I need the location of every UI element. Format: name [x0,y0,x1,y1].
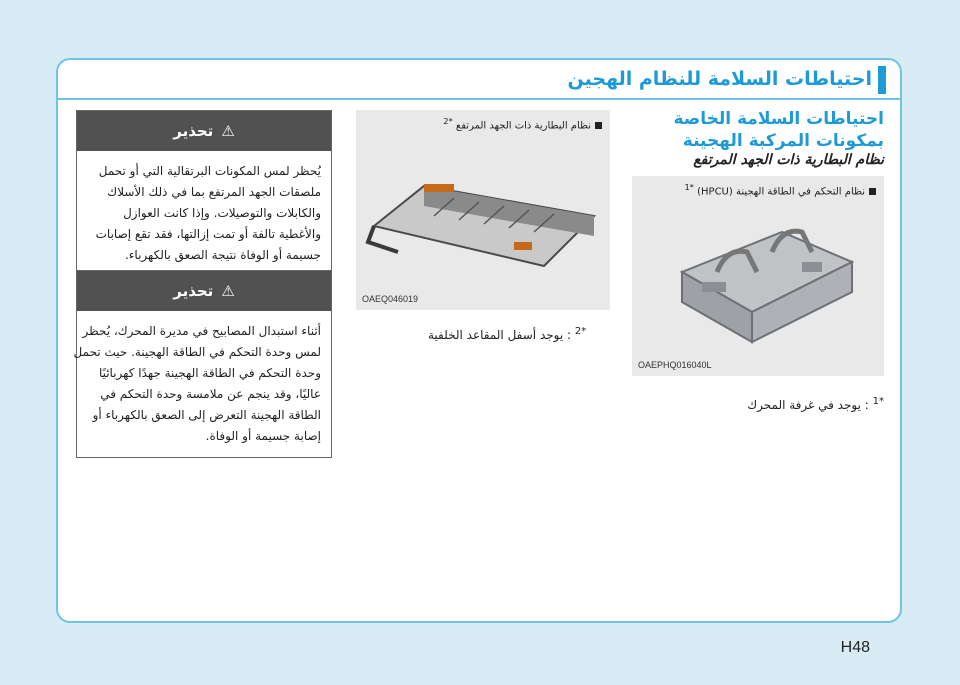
battery-figure-code: OAEQ046019 [362,294,419,304]
header-accent-bar [878,66,886,94]
bullet-icon [869,188,876,195]
warning-triangle-icon: ⚠ [221,122,235,140]
warning-title: تحذير [173,122,214,140]
bullet-icon [595,122,602,129]
section-title: احتياطات السلامة الخاصة بمكونات المركبة الهجينة [673,109,884,151]
warning-text: يُحظر لمس المكونات البرتقالية التي أو تحمل ملصقات الجهد المرتفع بما في ذلك الأسلاك والكابلات والتوصيلات. وإذا كانت العوازل والأغطية تالفة أو تمت إزالتها، فقد تقع إصابات جسيمة أو الوفاة نتيجة الصعق بالكهرباء. [95,164,321,262]
battery-figure [356,110,610,310]
hpcu-figure-caption: نظام التحكم في الطاقة الهجينة (HPCU) $^{*1}$ [684,182,876,197]
battery-pack-illustration [364,146,604,286]
page-header-title: احتياطات السلامة للنظام الهجين [567,68,872,90]
header-divider [58,98,900,100]
section-subtitle: نظام البطارية ذات الجهد المرتفع [693,152,884,168]
manual-page [56,58,902,656]
warning-title: تحذير [173,282,214,300]
battery-figure-caption: نظام البطارية ذات الجهد المرتفع $^{*2}$ [443,116,602,131]
warning-box-1 [76,110,332,277]
hpcu-figure [632,176,884,376]
warning-triangle-icon: ⚠ [221,282,235,300]
warning-text: أثناء استبدال المصابيح في مديرة المحرك، يُحظر لمس وحدة التحكم في الطاقة الهجينة. حيث تحمل وحدة التحكم في الطاقة الهجينة جهدًا كهربائيًا عاليًا، وقد ينجم عن ملامسة وحدة التحكم في الطاقة الهجينة التعرض إلى الصعق بالكهرباء أو إصابة جسيمة أو الوفاة. [73,324,321,443]
hpcu-unit-illustration [662,202,862,352]
hpcu-figure-code: OAEPHQ016040L [638,360,712,370]
note-2: $^{*2}$ : يوجد أسفل المقاعد الخلفية [428,326,587,342]
warning-header [77,271,331,311]
note-1: $^{*1}$ : يوجد في غرفة المحرك [747,396,884,412]
warning-box-2 [73,270,332,458]
warning-header [77,111,331,151]
page-number: H48 [840,639,870,656]
